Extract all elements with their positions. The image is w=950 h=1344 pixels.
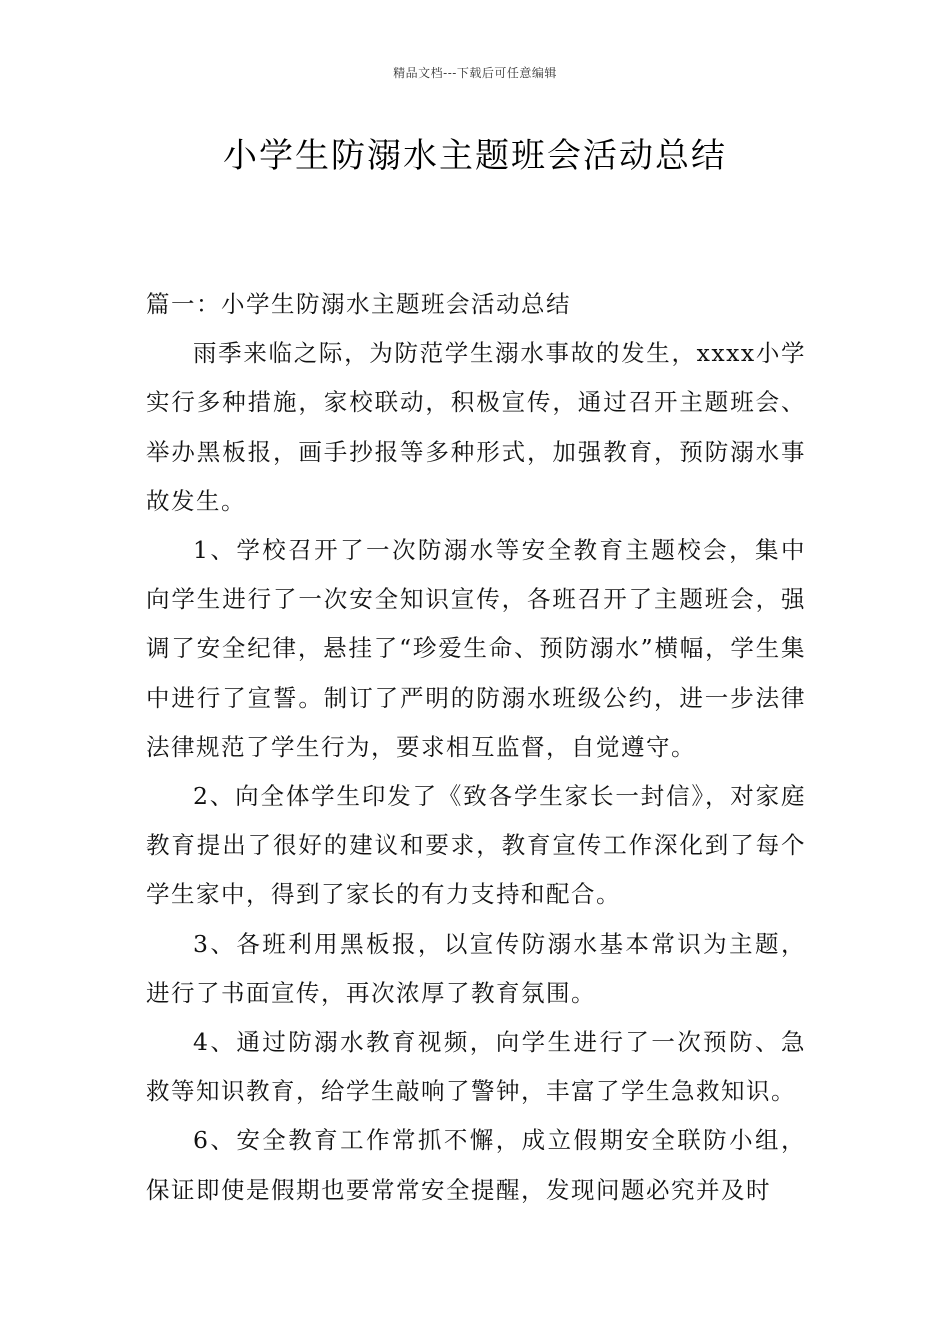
paragraph-item-3: 3、各班利用黑板报，以宣传防溺水基本常识为主题，进行了书面宣传，再次浓厚了教育氛围。 — [146, 929, 806, 1007]
paragraph-item-6: 6、安全教育工作常抓不懈，成立假期安全联防小组，保证即使是假期也要常常安全提醒，发现问题必究并及时 — [146, 1126, 806, 1204]
paragraph-item-4: 4、通过防溺水教育视频，向学生进行了一次预防、急救等知识教育，给学生敲响了警钟，丰富了学生急救知识。 — [146, 1028, 806, 1106]
paragraph-intro: 雨季来临之际，为防范学生溺水事故的发生，xxxx小学实行多种措施，家校联动，积极宣传，通过召开主题班会、举办黑板报，画手抄报等多种形式，加强教育，预防溺水事故发生。 — [146, 339, 806, 515]
paragraph-item-1: 1、学校召开了一次防溺水等安全教育主题校会，集中向学生进行了一次安全知识宣传，各班召开了主题班会，强调了安全纪律，悬挂了“珍爱生命、预防溺水”横幅，学生集中进行了宣誓。制订了严明的防溺水班级公约，进一步法律法律规范了学生行为，要求相互监督，自觉遵守。 — [146, 536, 806, 761]
paragraph-item-2: 2、向全体学生印发了《致各学生家长一封信》，对家庭教育提出了很好的建议和要求，教育宣传工作深化到了每个学生家中，得到了家长的有力支持和配合。 — [146, 782, 806, 909]
document-title: 小学生防溺水主题班会活动总结 — [223, 136, 727, 176]
section-heading: 篇一：小学生防溺水主题班会活动总结 — [146, 290, 571, 318]
header-note: 精品文档---下载后可任意编辑 — [393, 66, 557, 80]
document-body — [146, 280, 806, 1215]
